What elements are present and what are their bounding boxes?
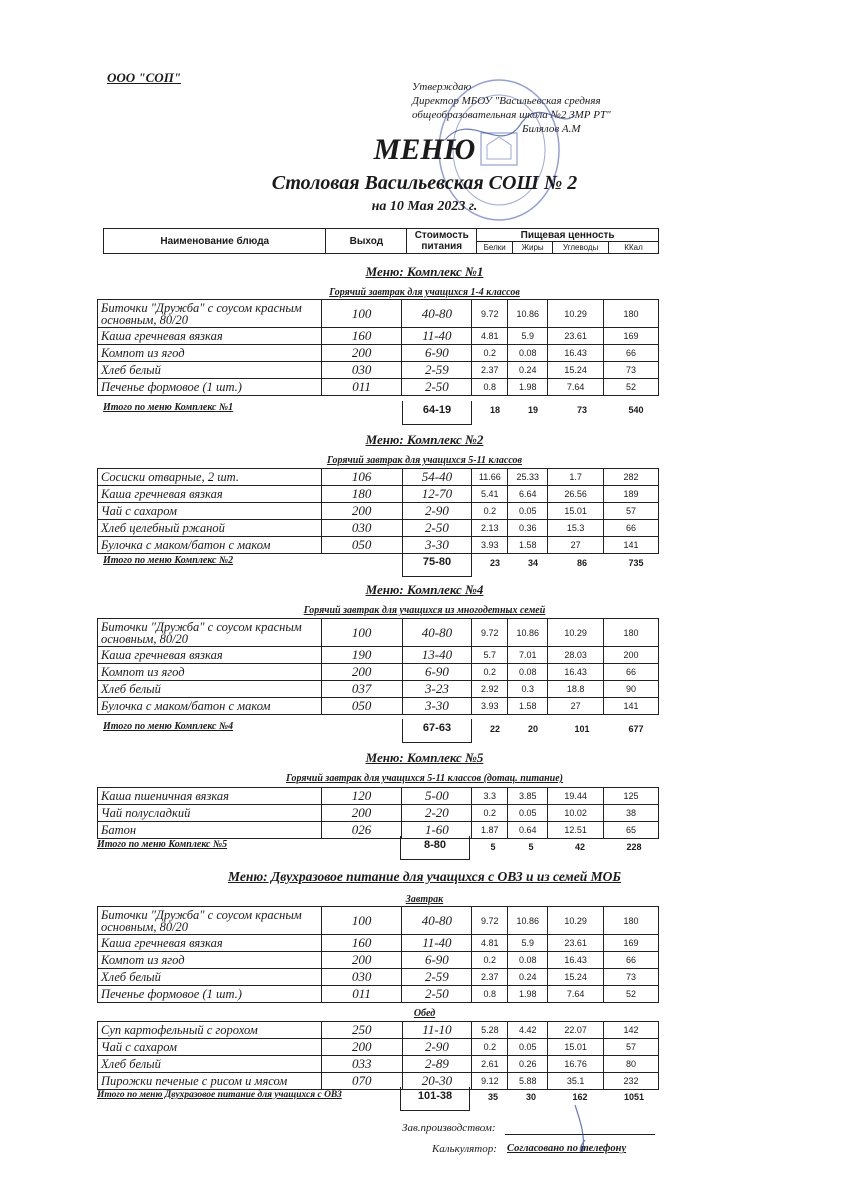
- dish-carbs: 15.01: [548, 503, 604, 520]
- dish-output: 120: [321, 788, 402, 805]
- dish-cost: 11-40: [402, 935, 472, 952]
- section-4-total-fats: 20: [527, 724, 538, 734]
- dish-name: Хлеб белый: [98, 1056, 322, 1073]
- dish-fats: 0.08: [508, 952, 548, 969]
- dish-output: 050: [321, 698, 402, 715]
- dish-name: Суп картофельный с горохом: [98, 1022, 322, 1039]
- dish-kcal: 180: [604, 907, 659, 935]
- section-6-total-kcal: 1051: [623, 1092, 645, 1102]
- dish-cost: 2-90: [402, 1039, 472, 1056]
- dish-kcal: 180: [604, 300, 659, 328]
- dish-name: Хлеб белый: [98, 362, 322, 379]
- section-6-title: Меню: Двухразовое питание для учащихся с ОВЗ и из семей МОБ: [228, 869, 621, 884]
- dish-proteins: 9.72: [472, 907, 508, 935]
- dish-carbs: 16.43: [548, 952, 604, 969]
- header-name: Наименование блюда: [104, 229, 326, 254]
- dish-output: 011: [321, 986, 402, 1003]
- dish-proteins: 2.37: [472, 969, 508, 986]
- section-4-total-kcal: 677: [628, 724, 644, 734]
- table-row: [98, 300, 659, 328]
- section-2-total-proteins: 23: [489, 558, 500, 568]
- dish-fats: 0.08: [508, 664, 548, 681]
- dish-name: Хлеб целебный ржаной: [98, 520, 322, 537]
- section-4-total-carbs: 101: [574, 724, 590, 734]
- section-4-title: Меню: Комплекс №4: [365, 582, 484, 597]
- dish-name: Пирожки печеные с рисом и мясом: [98, 1073, 322, 1090]
- dish-proteins: 2.61: [472, 1056, 508, 1073]
- dish-kcal: 232: [604, 1073, 659, 1090]
- dish-kcal: 57: [604, 503, 659, 520]
- dish-cost: 5-00: [402, 788, 472, 805]
- table-row: [98, 698, 659, 715]
- dish-name: Каша пшеничная вязкая: [98, 788, 322, 805]
- dish-fats: 5.9: [508, 935, 548, 952]
- dish-name: Компот из ягод: [98, 664, 322, 681]
- dish-carbs: 28.03: [548, 647, 604, 664]
- dish-proteins: 5.28: [472, 1022, 508, 1039]
- header-proteins: Белки: [477, 242, 513, 254]
- section-1-total-kcal: 540: [628, 405, 644, 415]
- dish-name: Хлеб белый: [98, 969, 322, 986]
- dish-carbs: 22.07: [548, 1022, 604, 1039]
- dish-fats: 0.24: [508, 362, 548, 379]
- dish-fats: 0.05: [508, 805, 548, 822]
- dish-proteins: 0.2: [472, 664, 508, 681]
- dish-cost: 2-20: [402, 805, 472, 822]
- dish-output: 200: [321, 503, 402, 520]
- dish-cost: 3-30: [402, 537, 472, 554]
- dish-carbs: 16.76: [548, 1056, 604, 1073]
- dish-fats: 0.64: [508, 822, 548, 839]
- dish-carbs: 18.8: [548, 681, 604, 698]
- dish-kcal: 73: [604, 969, 659, 986]
- section-1-subtitle: Горячий завтрак для учащихся 1-4 классов: [329, 287, 520, 298]
- dish-carbs: 7.64: [548, 986, 604, 1003]
- dish-kcal: 66: [604, 664, 659, 681]
- dish-fats: 0.08: [508, 345, 548, 362]
- dish-proteins: 9.72: [472, 619, 508, 647]
- dish-carbs: 19.44: [548, 788, 604, 805]
- dish-output: 011: [321, 379, 402, 396]
- dish-fats: 0.36: [508, 520, 548, 537]
- section-5-total-cost: 8-80: [400, 836, 470, 860]
- dish-output: 030: [321, 520, 402, 537]
- table-row: [98, 805, 659, 822]
- section-6-lunch-table: [97, 1021, 659, 1090]
- dish-fats: 5.88: [508, 1073, 548, 1090]
- dish-kcal: 57: [604, 1039, 659, 1056]
- section-1-total-proteins: 18: [489, 405, 500, 415]
- dish-output: 050: [321, 537, 402, 554]
- section-2-total-label: Итого по меню Комплекс №2: [103, 555, 234, 566]
- dish-cost: 40-80: [402, 300, 472, 328]
- table-row: [98, 503, 659, 520]
- dish-proteins: 0.2: [472, 805, 508, 822]
- dish-proteins: 2.37: [472, 362, 508, 379]
- dish-kcal: 169: [604, 328, 659, 345]
- dish-output: 100: [321, 907, 402, 935]
- dish-proteins: 1.87: [472, 822, 508, 839]
- dish-name: Печенье формовое (1 шт.): [98, 379, 322, 396]
- dish-cost: 20-30: [402, 1073, 472, 1090]
- dish-cost: 40-80: [402, 619, 472, 647]
- section-5-table: [97, 787, 659, 839]
- section-4-total-label: Итого по меню Комплекс №4: [103, 721, 234, 732]
- dish-name: Булочка с маком/батон с маком: [98, 537, 322, 554]
- dish-proteins: 5.41: [472, 486, 508, 503]
- dish-proteins: 0.8: [472, 986, 508, 1003]
- dish-cost: 6-90: [402, 952, 472, 969]
- dish-fats: 0.3: [508, 681, 548, 698]
- dish-carbs: 26.56: [548, 486, 604, 503]
- header-nutrition: Пищевая ценность: [477, 229, 659, 242]
- section-2-total-fats: 34: [527, 558, 538, 568]
- dish-carbs: 27: [548, 537, 604, 554]
- dish-cost: 54-40: [402, 469, 472, 486]
- dish-name: Каша гречневая вязкая: [98, 935, 322, 952]
- dish-name: Биточки "Дружба" с соусом красным основным, 80/20: [98, 907, 322, 935]
- dish-proteins: 0.2: [472, 503, 508, 520]
- dish-output: 070: [321, 1073, 402, 1090]
- table-row: [98, 822, 659, 839]
- table-row: [98, 619, 659, 647]
- table-row: [98, 935, 659, 952]
- dish-name: Биточки "Дружба" с соусом красным основным, 80/20: [98, 300, 322, 328]
- dish-kcal: 66: [604, 952, 659, 969]
- dish-output: 200: [321, 805, 402, 822]
- dish-cost: 6-90: [402, 345, 472, 362]
- section-5-total-fats: 5: [528, 842, 534, 852]
- dish-carbs: 10.29: [548, 907, 604, 935]
- table-row: [98, 681, 659, 698]
- dish-fats: 1.58: [508, 698, 548, 715]
- dish-cost: 3-30: [402, 698, 472, 715]
- dish-kcal: 52: [604, 986, 659, 1003]
- section-1-total-cost: 64-19: [402, 401, 472, 425]
- dish-proteins: 3.3: [472, 788, 508, 805]
- dish-output: 026: [321, 822, 402, 839]
- dish-cost: 40-80: [402, 907, 472, 935]
- dish-carbs: 35.1: [548, 1073, 604, 1090]
- section-1-title: Меню: Комплекс №1: [365, 264, 484, 279]
- section-5-title: Меню: Комплекс №5: [365, 750, 484, 765]
- dish-name: Чай полусладкий: [98, 805, 322, 822]
- approval-line-1: Утверждаю: [412, 81, 472, 93]
- table-row: [98, 1039, 659, 1056]
- table-row: [98, 328, 659, 345]
- table-row: [98, 1073, 659, 1090]
- section-4-total-proteins: 22: [489, 724, 500, 734]
- dish-proteins: 11.66: [472, 469, 508, 486]
- dish-proteins: 3.93: [472, 537, 508, 554]
- dish-output: 190: [321, 647, 402, 664]
- dish-fats: 25.33: [508, 469, 548, 486]
- dish-kcal: 282: [604, 469, 659, 486]
- dish-carbs: 7.64: [548, 379, 604, 396]
- table-row: [98, 1056, 659, 1073]
- dish-cost: 12-70: [402, 486, 472, 503]
- dish-name: Сосиски отварные, 2 шт.: [98, 469, 322, 486]
- dish-name: Чай с сахаром: [98, 1039, 322, 1056]
- section-2-total-cost: 75-80: [402, 553, 472, 577]
- dish-carbs: 23.61: [548, 935, 604, 952]
- dish-fats: 0.26: [508, 1056, 548, 1073]
- dish-carbs: 15.01: [548, 1039, 604, 1056]
- section-5-total-carbs: 42: [574, 842, 585, 852]
- dish-cost: 6-90: [402, 664, 472, 681]
- dish-proteins: 2.92: [472, 681, 508, 698]
- page-title: МЕНЮ: [373, 133, 476, 166]
- approval-line-3: общеобразовательная школа №2 ЗМР РТ": [412, 109, 611, 121]
- section-4-subtitle: Горячий завтрак для учащихся из многодетных семей: [303, 605, 546, 616]
- section-2-total-kcal: 735: [628, 558, 644, 568]
- dish-name: Каша гречневая вязкая: [98, 486, 322, 503]
- dish-kcal: 66: [604, 345, 659, 362]
- dish-output: 100: [321, 619, 402, 647]
- dish-carbs: 10.29: [548, 300, 604, 328]
- dish-proteins: 5.7: [472, 647, 508, 664]
- dish-cost: 11-40: [402, 328, 472, 345]
- header-output: Выход: [326, 229, 407, 254]
- approval-line-2: Директор МБОУ "Васильевская средняя: [412, 95, 601, 107]
- table-row: [98, 362, 659, 379]
- dish-name: Хлеб белый: [98, 681, 322, 698]
- dish-kcal: 90: [604, 681, 659, 698]
- dish-cost: 2-50: [402, 986, 472, 1003]
- section-2-title: Меню: Комплекс №2: [365, 432, 484, 447]
- dish-output: 200: [321, 1039, 402, 1056]
- section-5-total-proteins: 5: [490, 842, 496, 852]
- dish-name: Печенье формовое (1 шт.): [98, 986, 322, 1003]
- table-row: [98, 379, 659, 396]
- dish-proteins: 2.13: [472, 520, 508, 537]
- table-row: [98, 986, 659, 1003]
- dish-name: Каша гречневая вязкая: [98, 328, 322, 345]
- dish-fats: 0.05: [508, 1039, 548, 1056]
- dish-carbs: 27: [548, 698, 604, 715]
- dish-proteins: 0.2: [472, 952, 508, 969]
- section-6-total-proteins: 35: [487, 1092, 498, 1102]
- dish-kcal: 38: [604, 805, 659, 822]
- table-row: [98, 486, 659, 503]
- dish-cost: 2-59: [402, 362, 472, 379]
- header-fats: Жиры: [513, 242, 553, 254]
- section-2-table: [97, 468, 659, 554]
- dish-cost: 1-60: [402, 822, 472, 839]
- dish-fats: 6.64: [508, 486, 548, 503]
- dish-output: 106: [321, 469, 402, 486]
- dish-fats: 0.05: [508, 503, 548, 520]
- dish-kcal: 65: [604, 822, 659, 839]
- dish-output: 030: [321, 969, 402, 986]
- dish-cost: 2-59: [402, 969, 472, 986]
- dish-carbs: 15.24: [548, 362, 604, 379]
- dish-name: Булочка с маком/батон с маком: [98, 698, 322, 715]
- dish-name: Каша гречневая вязкая: [98, 647, 322, 664]
- section-6-total-carbs: 162: [572, 1092, 588, 1102]
- table-row: [98, 952, 659, 969]
- dish-cost: 2-50: [402, 379, 472, 396]
- dish-output: 100: [321, 300, 402, 328]
- table-row: [98, 969, 659, 986]
- section-6-lunch-label: Обед: [413, 1008, 436, 1019]
- dish-carbs: 23.61: [548, 328, 604, 345]
- dish-fats: 7.01: [508, 647, 548, 664]
- dish-proteins: 4.81: [472, 328, 508, 345]
- table-row: [98, 345, 659, 362]
- dish-cost: 2-90: [402, 503, 472, 520]
- dish-output: 180: [321, 486, 402, 503]
- dish-cost: 3-23: [402, 681, 472, 698]
- dish-proteins: 0.2: [472, 345, 508, 362]
- calculator-label: Калькулятор:: [432, 1143, 497, 1155]
- dish-kcal: 189: [604, 486, 659, 503]
- dish-carbs: 15.24: [548, 969, 604, 986]
- organization-name: ООО "СОП": [107, 70, 182, 85]
- dish-fats: 1.58: [508, 537, 548, 554]
- dish-carbs: 16.43: [548, 345, 604, 362]
- dish-kcal: 180: [604, 619, 659, 647]
- section-5-total-label: Итого по меню Комплекс №5: [97, 839, 228, 850]
- dish-name: Чай с сахаром: [98, 503, 322, 520]
- section-1-total-fats: 19: [527, 405, 538, 415]
- dish-kcal: 141: [604, 537, 659, 554]
- section-1-total-label: Итого по меню Комплекс №1: [103, 402, 234, 413]
- dish-output: 037: [321, 681, 402, 698]
- table-row: [98, 520, 659, 537]
- section-6-breakfast-label: Завтрак: [405, 894, 444, 905]
- table-row: [98, 537, 659, 554]
- dish-fats: 1.98: [508, 379, 548, 396]
- dish-kcal: 125: [604, 788, 659, 805]
- calculator-value: Согласовано по телефону: [507, 1143, 627, 1154]
- dish-cost: 2-89: [402, 1056, 472, 1073]
- dish-name: Батон: [98, 822, 322, 839]
- dish-kcal: 141: [604, 698, 659, 715]
- section-1-table: [97, 299, 659, 396]
- canteen-name: Столовая Васильевская СОШ № 2: [271, 172, 578, 194]
- table-row: [98, 788, 659, 805]
- dish-carbs: 16.43: [548, 664, 604, 681]
- section-6-breakfast-table: [97, 906, 659, 1003]
- dish-proteins: 0.2: [472, 1039, 508, 1056]
- dish-output: 200: [321, 664, 402, 681]
- section-6-total-fats: 30: [525, 1092, 536, 1102]
- dish-carbs: 1.7: [548, 469, 604, 486]
- dish-output: 200: [321, 952, 402, 969]
- dish-fats: 5.9: [508, 328, 548, 345]
- section-5-subtitle: Горячий завтрак для учащихся 5-11 классов (дотац. питание): [286, 773, 563, 784]
- dish-kcal: 66: [604, 520, 659, 537]
- dish-output: 030: [321, 362, 402, 379]
- dish-name: Компот из ягод: [98, 345, 322, 362]
- dish-kcal: 200: [604, 647, 659, 664]
- dish-fats: 4.42: [508, 1022, 548, 1039]
- section-5-total-kcal: 228: [626, 842, 642, 852]
- header-table: [103, 228, 659, 254]
- header-kcal: ККал: [609, 242, 659, 254]
- section-6-total-label: Итого по меню Двухразовое питание для учащихся с ОВЗ: [97, 1090, 342, 1100]
- dish-fats: 10.86: [508, 300, 548, 328]
- dish-fats: 1.98: [508, 986, 548, 1003]
- dish-kcal: 169: [604, 935, 659, 952]
- dish-carbs: 10.02: [548, 805, 604, 822]
- section-4-total-cost: 67-63: [402, 719, 472, 743]
- dish-output: 200: [321, 345, 402, 362]
- approval-director-name: Билялов А.М: [522, 123, 581, 135]
- dish-output: 160: [321, 935, 402, 952]
- dish-name: Компот из ягод: [98, 952, 322, 969]
- header-cost: Стоимость питания: [407, 229, 477, 254]
- dish-carbs: 10.29: [548, 619, 604, 647]
- dish-kcal: 73: [604, 362, 659, 379]
- dish-proteins: 4.81: [472, 935, 508, 952]
- dish-proteins: 9.72: [472, 300, 508, 328]
- dish-proteins: 3.93: [472, 698, 508, 715]
- dish-carbs: 15.3: [548, 520, 604, 537]
- table-row: [98, 907, 659, 935]
- dish-output: 250: [321, 1022, 402, 1039]
- dish-kcal: 142: [604, 1022, 659, 1039]
- header-carbs: Углеводы: [553, 242, 609, 254]
- dish-cost: 2-50: [402, 520, 472, 537]
- dish-proteins: 9.12: [472, 1073, 508, 1090]
- table-row: [98, 469, 659, 486]
- dish-kcal: 52: [604, 379, 659, 396]
- section-4-table: [97, 618, 659, 715]
- section-1-total-carbs: 73: [576, 405, 587, 415]
- section-2-total-carbs: 86: [576, 558, 587, 568]
- dish-fats: 10.86: [508, 907, 548, 935]
- dish-output: 160: [321, 328, 402, 345]
- table-row: [98, 1022, 659, 1039]
- dish-cost: 13-40: [402, 647, 472, 664]
- dish-fats: 3.85: [508, 788, 548, 805]
- menu-date: на 10 Мая 2023 г.: [371, 199, 478, 214]
- table-row: [98, 647, 659, 664]
- section-6-total-cost: 101-38: [400, 1087, 470, 1111]
- dish-kcal: 80: [604, 1056, 659, 1073]
- dish-fats: 10.86: [508, 619, 548, 647]
- dish-fats: 0.24: [508, 969, 548, 986]
- dish-carbs: 12.51: [548, 822, 604, 839]
- dish-name: Биточки "Дружба" с соусом красным основным, 80/20: [98, 619, 322, 647]
- dish-output: 033: [321, 1056, 402, 1073]
- dish-cost: 11-10: [402, 1022, 472, 1039]
- production-manager-label: Зав.производством:: [402, 1122, 496, 1134]
- section-2-subtitle: Горячий завтрак для учащихся 5-11 классов: [326, 455, 523, 466]
- dish-proteins: 0.8: [472, 379, 508, 396]
- table-row: [98, 664, 659, 681]
